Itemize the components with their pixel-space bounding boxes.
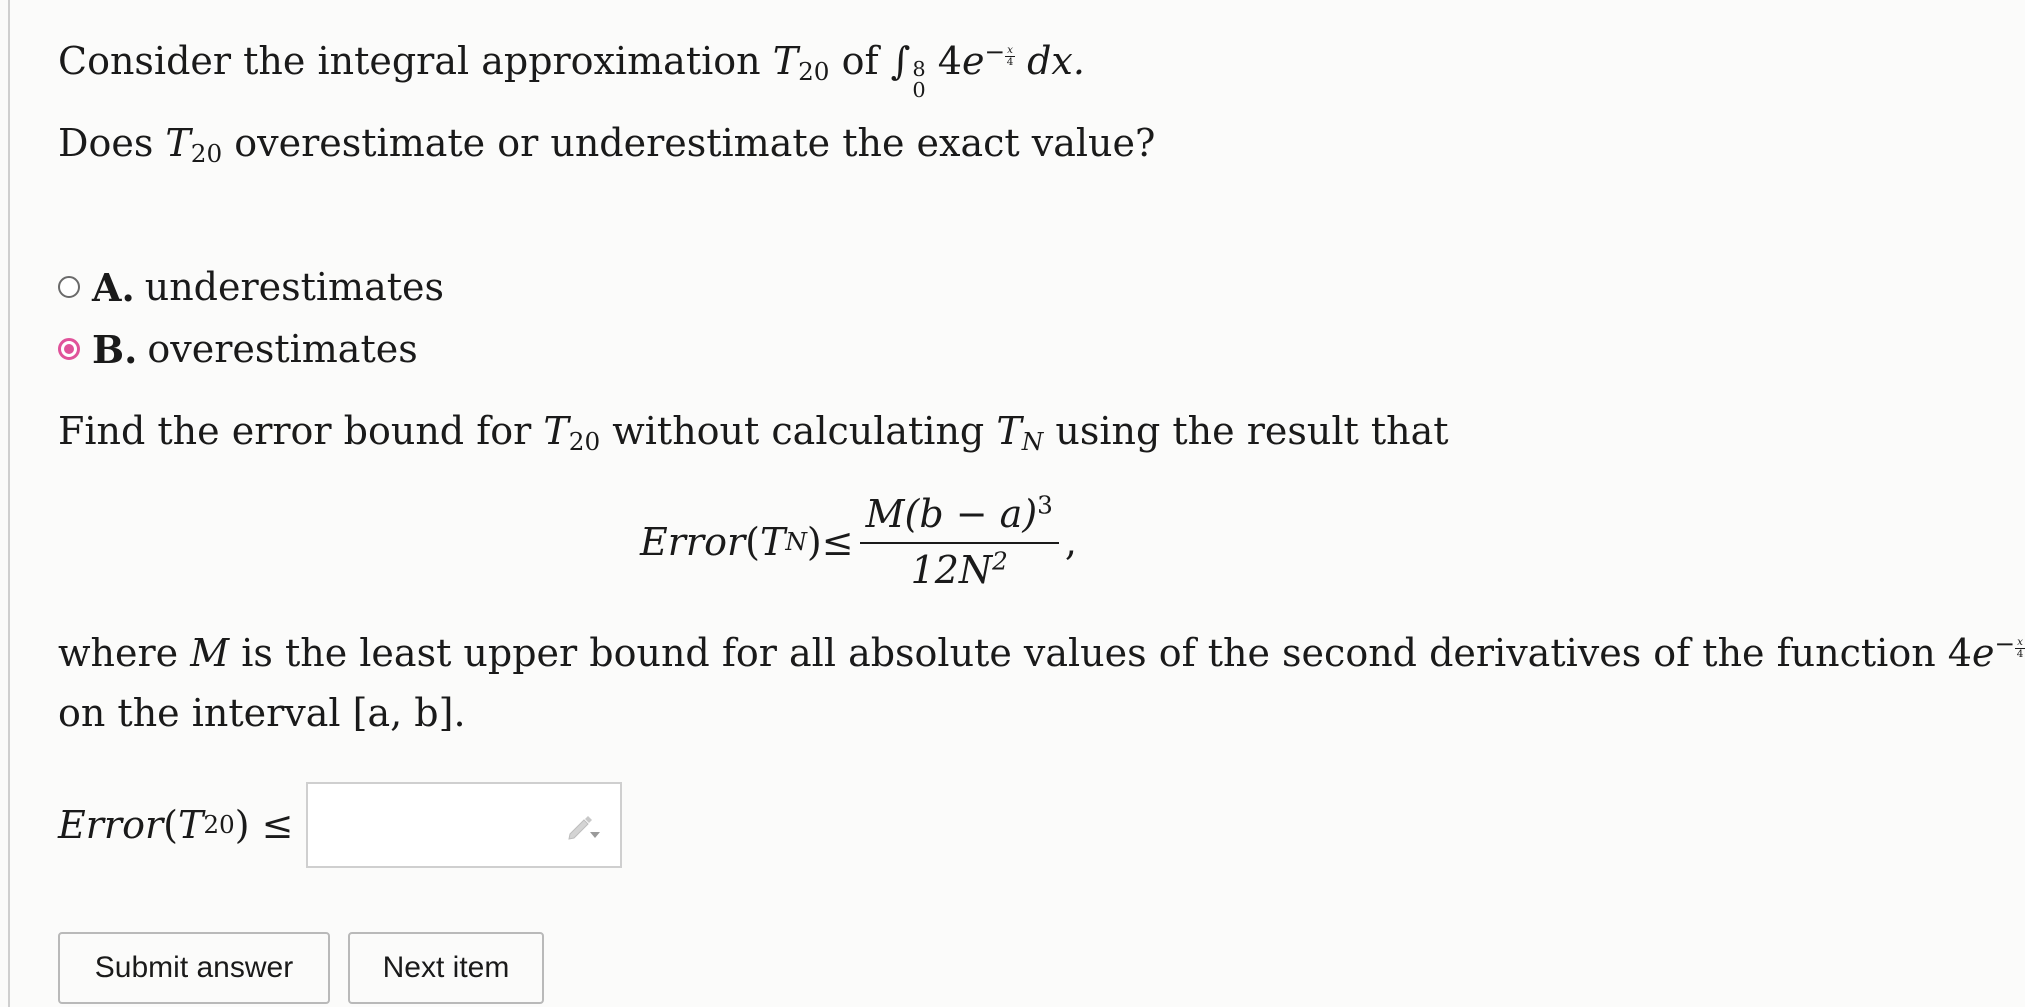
where-exponent-fraction: $\frac{x}{4}$ [2016,636,2024,660]
pencil-icon[interactable] [566,812,602,842]
error-bound-formula: Error ( T N ) ≤ $\frac{M(b - a)^3}{12N^2}$ , [640,490,1077,592]
next-item-button[interactable]: Next item [348,932,544,1004]
where-line-1: where M is the least upper bound for all absolute values of the second derivatives of the function $4e^{- \frac{x}{4}}$ [58,629,2024,675]
left-border [8,0,10,1007]
integral-sign: ∫ [890,39,911,83]
exponent-fraction: $\frac{x}{4}$ [1006,44,1014,68]
option-a[interactable]: A. underestimates [58,262,444,312]
submit-answer-button[interactable]: Submit answer [58,932,330,1004]
option-b[interactable]: B. overestimates [58,324,418,374]
question-line-1: Consider the integral approximation $T_{20}$ of ∫ 8 0 $4e^{- \frac{x}{4}}$ dx. [58,37,1085,102]
question-line-2: Does $T_{20}$ overestimate or underestimate the exact value? [58,121,1156,169]
radio-option-b[interactable] [58,338,80,360]
answer-row: Error ( T 20 ) ≤ [58,782,622,868]
find-line: Find the error bound for $T_{20}$ without calculating $T_N$ using the result that [58,409,1449,457]
radio-option-a[interactable] [58,276,80,298]
answer-input[interactable] [306,782,622,868]
formula-fraction: $\frac{M(b - a)^3}{12N^2}$ [860,492,1059,592]
where-line-2: on the interval [a, b]. [58,691,466,735]
integral-limits: 8 0 [912,57,926,102]
